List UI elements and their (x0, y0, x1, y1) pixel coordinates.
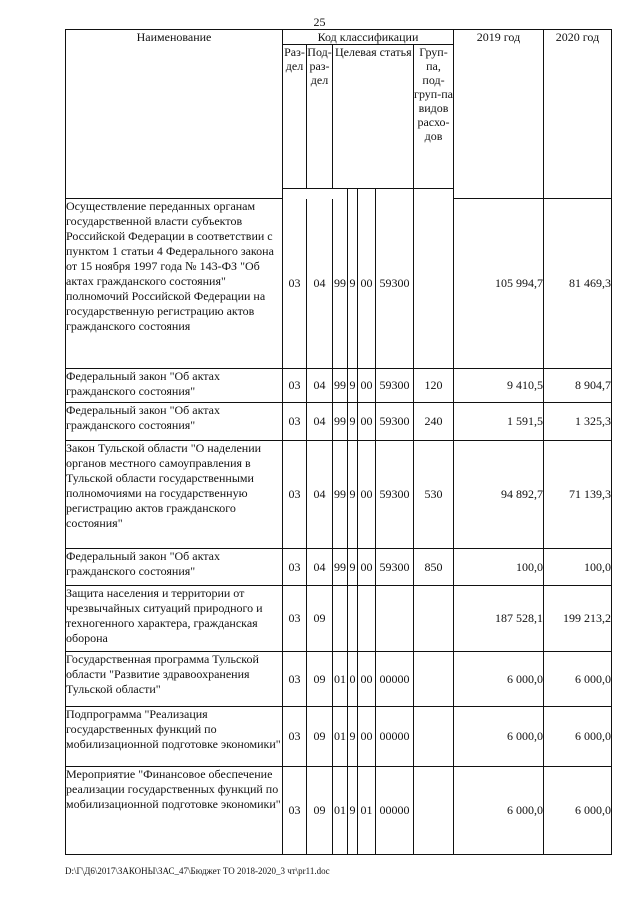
table-row (66, 652, 612, 707)
cell-target-3: 01 (358, 767, 376, 855)
cell-razdel: 03 (283, 403, 307, 441)
cell-target-1: 99 (333, 441, 348, 549)
cell-vid: 850 (414, 549, 454, 586)
cell-2020: 71 139,3 (544, 441, 612, 549)
cell-target-2: 9 (348, 403, 358, 441)
cell-name: Федеральный закон "Об актах гражданского состояния" (66, 403, 283, 441)
cell-target-1 (333, 586, 348, 652)
cell-target-1: 01 (333, 652, 348, 707)
cell-target-2 (348, 586, 358, 652)
header-2020: 2020 год (544, 30, 612, 199)
cell-2019: 6 000,0 (454, 767, 544, 855)
cell-podrazdel: 04 (307, 369, 333, 403)
cell-vid: 120 (414, 369, 454, 403)
cell-target-3 (358, 586, 376, 652)
cell-podrazdel: 09 (307, 586, 333, 652)
cell-vid (414, 199, 454, 369)
cell-name: Осуществление переданных органам государственной власти субъектов Российской Федерации в соответствии с пунктом 1 статьи 4 Федерального закона от 15 ноября 1997 года № 143-ФЗ "Об актах гражданского состояния" полномочий Российской Федерации на государственную регистрацию актов гражданского состояния (66, 199, 283, 369)
cell-target-2: 9 (348, 549, 358, 586)
cell-podrazdel: 04 (307, 549, 333, 586)
table-header (66, 30, 612, 199)
cell-podrazdel: 09 (307, 707, 333, 767)
cell-2019: 1 591,5 (454, 403, 544, 441)
cell-2019: 6 000,0 (454, 707, 544, 767)
table-row (66, 403, 612, 441)
cell-2019: 9 410,5 (454, 369, 544, 403)
cell-2020: 100,0 (544, 549, 612, 586)
cell-podrazdel: 04 (307, 199, 333, 369)
table-row (66, 707, 612, 767)
cell-2020: 81 469,3 (544, 199, 612, 369)
cell-razdel: 03 (283, 652, 307, 707)
cell-target-3: 00 (358, 403, 376, 441)
cell-target-2: 9 (348, 441, 358, 549)
cell-target-1: 99 (333, 199, 348, 369)
cell-vid (414, 652, 454, 707)
budget-table (65, 29, 612, 855)
cell-name: Мероприятие "Финансовое обеспечение реализации государственных функций по мобилизационной подготовке экономики" (66, 767, 283, 855)
cell-target-4: 59300 (376, 403, 414, 441)
cell-target-4: 59300 (376, 369, 414, 403)
cell-vid (414, 586, 454, 652)
cell-target-3: 00 (358, 369, 376, 403)
cell-2020: 199 213,2 (544, 586, 612, 652)
page-number: 25 (313, 15, 326, 29)
cell-2019: 105 994,7 (454, 199, 544, 369)
cell-target-2: 9 (348, 767, 358, 855)
cell-podrazdel: 09 (307, 652, 333, 707)
cell-name: Подпрограмма "Реализация государственных функций по мобилизационной подготовке экономики" (66, 707, 283, 767)
cell-target-3: 00 (358, 707, 376, 767)
table-row (66, 369, 612, 403)
table-row (66, 441, 612, 549)
cell-target-3: 00 (358, 549, 376, 586)
cell-razdel: 03 (283, 586, 307, 652)
cell-target-2: 0 (348, 652, 358, 707)
cell-target-1: 99 (333, 403, 348, 441)
cell-target-4: 59300 (376, 441, 414, 549)
header-code: Код классификации (283, 30, 454, 45)
cell-name: Государственная программа Тульской области "Развитие здравоохранения Тульской области" (66, 652, 283, 707)
cell-razdel: 03 (283, 441, 307, 549)
cell-vid (414, 707, 454, 767)
cell-name: Федеральный закон "Об актах гражданского состояния" (66, 549, 283, 586)
cell-2020: 6 000,0 (544, 767, 612, 855)
cell-2019: 100,0 (454, 549, 544, 586)
table-body (66, 199, 612, 855)
cell-vid: 530 (414, 441, 454, 549)
cell-podrazdel: 04 (307, 441, 333, 549)
cell-razdel: 03 (283, 707, 307, 767)
cell-podrazdel: 04 (307, 403, 333, 441)
table-row (66, 549, 612, 586)
cell-razdel: 03 (283, 549, 307, 586)
cell-target-4 (376, 586, 414, 652)
table-row (66, 767, 612, 855)
footer-file-path: D:\Г\Д6\2017\ЗАКОНЫ\ЗАС_47\Бюджет ТО 2018-2020_3 чт\pr11.doc (65, 866, 330, 876)
cell-2019: 187 528,1 (454, 586, 544, 652)
cell-target-3: 00 (358, 652, 376, 707)
cell-2020: 1 325,3 (544, 403, 612, 441)
cell-razdel: 03 (283, 767, 307, 855)
cell-target-1: 99 (333, 549, 348, 586)
header-name: Наименование (66, 30, 283, 199)
cell-target-2: 9 (348, 369, 358, 403)
header-vidy: Груп-па, под-груп-па видов расхо-дов (414, 45, 454, 189)
cell-2019: 94 892,7 (454, 441, 544, 549)
cell-2019: 6 000,0 (454, 652, 544, 707)
cell-target-1: 99 (333, 369, 348, 403)
cell-target-4: 59300 (376, 549, 414, 586)
table-row (66, 586, 612, 652)
header-target: Целевая статья (333, 45, 414, 189)
cell-target-3: 00 (358, 199, 376, 369)
header-razdel: Раз-дел (283, 45, 307, 189)
cell-razdel: 03 (283, 199, 307, 369)
cell-name: Закон Тульской области "О наделении органов местного самоуправления в Тульской области государственными полномочиями на государственную регистрацию актов гражданского состояния" (66, 441, 283, 549)
table-row (66, 199, 612, 369)
cell-name: Защита населения и территории от чрезвычайных ситуаций природного и техногенного характера, гражданская оборона (66, 586, 283, 652)
cell-target-4: 00000 (376, 767, 414, 855)
cell-target-3: 00 (358, 441, 376, 549)
cell-podrazdel: 09 (307, 767, 333, 855)
cell-name: Федеральный закон "Об актах гражданского состояния" (66, 369, 283, 403)
cell-target-2: 9 (348, 707, 358, 767)
cell-razdel: 03 (283, 369, 307, 403)
header-podrazdel: Под-раз-дел (307, 45, 333, 189)
header-2019: 2019 год (454, 30, 544, 199)
cell-target-4: 59300 (376, 199, 414, 369)
cell-target-1: 01 (333, 767, 348, 855)
cell-target-4: 00000 (376, 707, 414, 767)
cell-vid (414, 767, 454, 855)
cell-target-1: 01 (333, 707, 348, 767)
cell-vid: 240 (414, 403, 454, 441)
cell-2020: 6 000,0 (544, 652, 612, 707)
cell-target-2: 9 (348, 199, 358, 369)
cell-2020: 8 904,7 (544, 369, 612, 403)
cell-target-4: 00000 (376, 652, 414, 707)
cell-2020: 6 000,0 (544, 707, 612, 767)
